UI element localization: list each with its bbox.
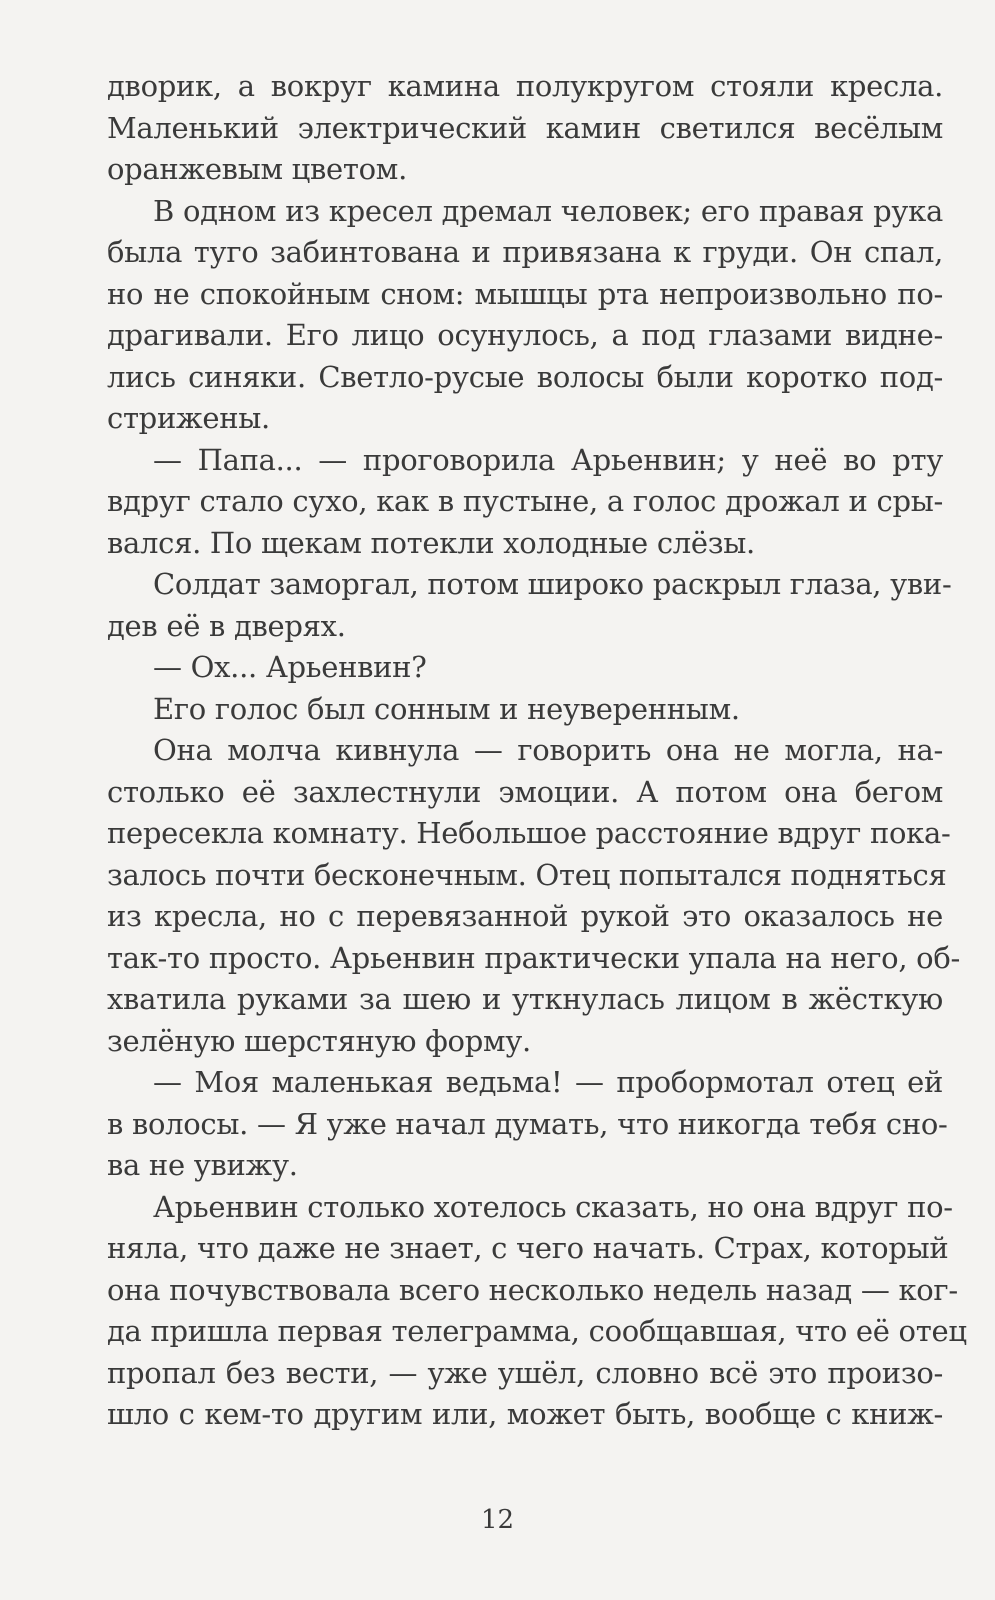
text-line: зелёную шерстяную форму. — [107, 1023, 531, 1058]
text-line: Солдат заморгал, потом широко раскрыл глаза, уви- — [153, 567, 952, 601]
text-line: Арьенвин столько хотелось сказать, но она вдруг по- — [153, 1189, 953, 1224]
text-line: вдруг стало сухо, как в пустыне, а голос дрожал и сры- — [107, 484, 943, 518]
page-number: 12 — [480, 1505, 515, 1535]
text-line: пересекла комнату. Небольшое расстояние вдруг пока- — [107, 816, 951, 850]
text-line: стрижены. — [107, 401, 270, 435]
text-line: она почувствовала всего несколько недель назад — ког- — [107, 1272, 958, 1307]
text-line: няла, что даже не знает, с чего начать. Страх, который — [107, 1231, 949, 1265]
text-line: драгивали. Его лицо осунулось, а под глазами видне- — [107, 318, 943, 352]
text-line: так-то просто. Арьенвин практически упала на него, об- — [107, 940, 960, 975]
text-line: залось почти бесконечным. Отец попытался подняться — [107, 857, 947, 892]
text-line: Она молча кивнула — говорить она не могла, на- — [153, 733, 943, 767]
text-line: шло с кем-то другим или, может быть, вообще с книж- — [107, 1397, 943, 1431]
text-line: столько её захлестнули эмоции. А потом она бегом — [107, 774, 943, 809]
body-text — [107, 66, 967, 1436]
text-line: дворик, а вокруг камина полукругом стояли кресла. — [107, 69, 943, 103]
text-line: Его голос был сонным и неуверенным. — [153, 691, 740, 726]
text-line: из кресла, но с перевязанной рукой это оказалось не — [107, 899, 943, 933]
text-line: но не спокойным сном: мышцы рта непроизвольно по- — [107, 276, 943, 311]
text-line: — Моя маленькая ведьма! — пробормотал отец ей — [153, 1065, 943, 1099]
text-line: дев её в дверях. — [107, 608, 346, 643]
text-line: была туго забинтована и привязана к груди. Он спал, — [107, 235, 943, 269]
text-line: оранжевым цветом. — [107, 152, 407, 186]
text-line: вался. По щекам потекли холодные слёзы. — [107, 525, 755, 560]
text-line: В одном из кресел дремал человек; его правая рука — [153, 193, 943, 228]
text-line: — Папа... — проговорила Арьенвин; у неё во рту — [153, 442, 943, 477]
text-line: хватила руками за шею и уткнулась лицом в жёсткую — [107, 982, 943, 1016]
text-line: в волосы. — Я уже начал думать, что никогда тебя сно- — [107, 1106, 948, 1141]
text-line: — Ох... Арьенвин? — [153, 650, 427, 684]
text-line: Маленький электрический камин светился весёлым — [107, 110, 943, 145]
text-line: да пришла первая телеграмма, сообщавшая, что её отец — [107, 1314, 967, 1348]
text-line: пропал без вести, — уже ушёл, словно всё это произо- — [107, 1355, 943, 1390]
text-line: лись синяки. Светло-русые волосы были коротко под- — [107, 359, 943, 394]
text-line: ва не увижу. — [107, 1148, 298, 1182]
